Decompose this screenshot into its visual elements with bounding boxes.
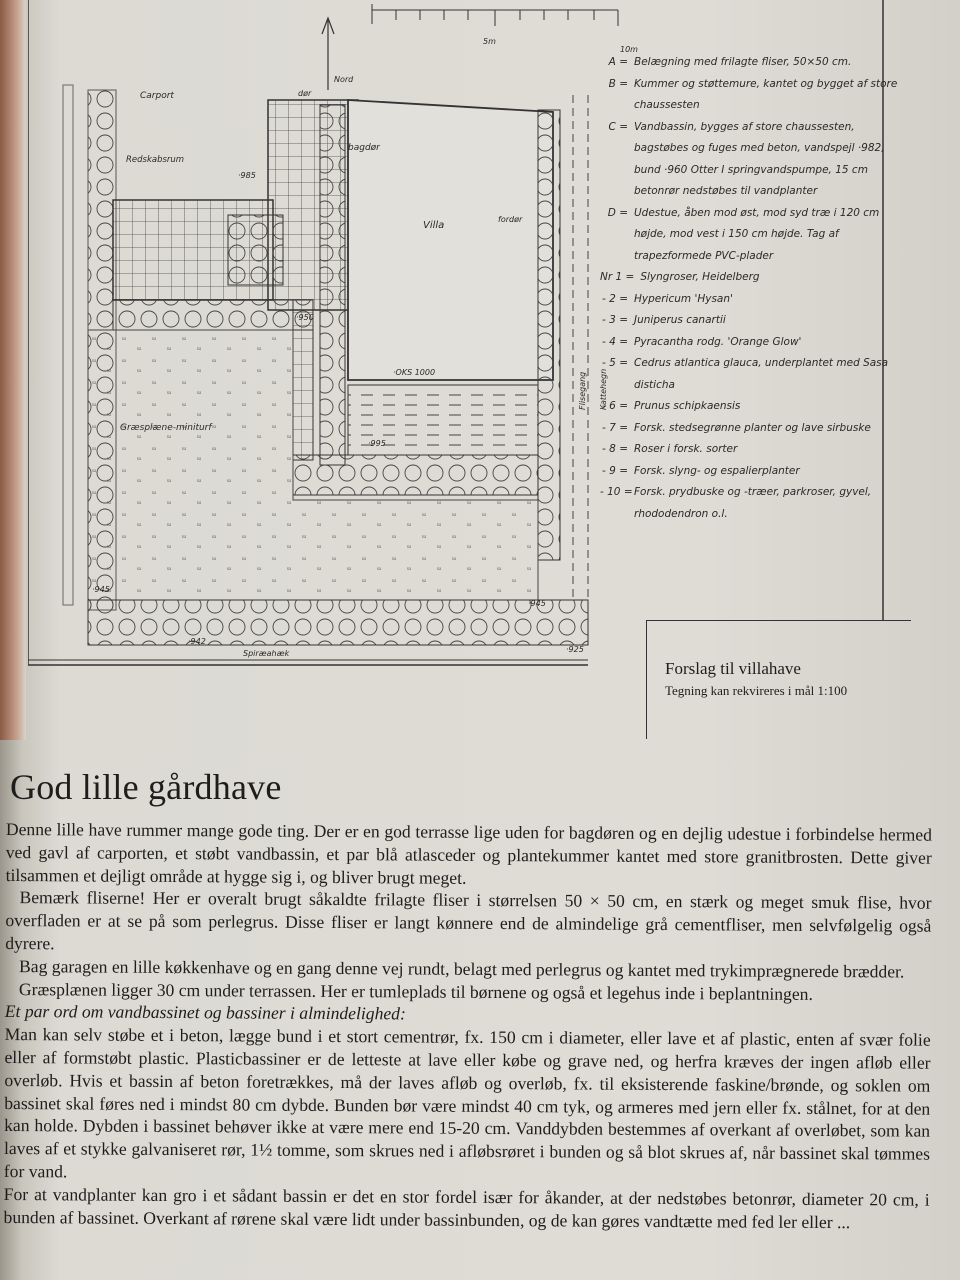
legend-key: - 3 =	[602, 314, 628, 326]
label-hedge: Spiræahæk	[243, 649, 290, 658]
legend-key: B =	[608, 77, 628, 90]
north-arrow-icon	[322, 18, 334, 90]
label-shed: Redskabsrum	[126, 155, 185, 165]
legend-item	[600, 439, 900, 461]
legend-key: A =	[608, 56, 628, 68]
legend-key: Nr 1 =	[600, 271, 635, 283]
legend-item	[600, 203, 900, 268]
caption-title: Forslag til villahave	[665, 659, 801, 678]
legend-item	[600, 267, 900, 289]
legend-item	[600, 52, 900, 74]
paragraph-subheading: Et par ord om vandbassinet og bassiner i almindelighed:	[4, 1001, 406, 1024]
label-path: Flisegang	[578, 371, 587, 410]
legend-text: Juniperus canartii	[634, 314, 726, 326]
paragraph: Man kan selv støbe et i beton, lægge bund i et stort cementrør, fx. 150 cm i diameter, eller lave et af plastic, enten af svær folie eller af formstøbt plastic. Plasticbassiner er de letteste at lave eller købe og grave ned, og herfra kræves der ingen afløb eller overløb. Hvis et bassin af beton foretrækkes, må der laves afløb og overløb, fx. til eksisterende faskine/brønde, og soklen om bassinet skal føres ned i mindst 80 cm dybde. Bunden bør være mindst 40 cm tyk, og armeres med jern eller fx. stålnet, for at den kan holde. Dybden i bassinet behøver ikke at være mere end 15-20 cm. Vanddybden bestemmes af overkant af overløbet, som kan laves af et stykke galvaniseret rør, 1½ tomme, som skrues ned i afløbsrøret i bunden og så blot skrues af, når bassinet skal tømmes for vand.	[3, 1024, 931, 1182]
legend-key: - 2 =	[602, 292, 628, 305]
legend-item	[600, 332, 900, 354]
legend-item	[600, 117, 900, 203]
level-925: ·925	[566, 645, 584, 654]
legend-item	[600, 289, 900, 311]
legend-item	[600, 353, 900, 396]
legend-text: Udestue, åben mod øst, mod syd træ i 120 cm højde, mod vest i 150 cm højde. Tag af trapezformede PVC-plader	[634, 206, 880, 262]
level-945-right: ·945	[528, 599, 546, 608]
legend-text: Roser i forsk. sorter	[634, 443, 738, 455]
article-heading: God lille gårdhave	[10, 767, 282, 807]
legend-text: Pyracantha rodg. 'Orange Glow'	[634, 335, 802, 348]
north-label: Nord	[334, 75, 354, 84]
legend-key: - 6 =	[602, 400, 628, 412]
legend-key: - 9 =	[602, 464, 628, 477]
legend-text: Kummer og støttemure, kantet og bygget af store chaussesten	[634, 77, 898, 111]
plan-caption-box	[646, 620, 911, 739]
legend-key: D =	[607, 206, 628, 219]
legend-item	[600, 396, 900, 418]
label-fence: Kattehegn	[599, 368, 608, 410]
legend-key: C =	[608, 120, 628, 133]
legend-item	[600, 461, 900, 483]
scale-label-5m: 5m	[483, 37, 496, 46]
legend-text: Forsk. stedsegrønne planter og lave sirbuske	[634, 421, 871, 434]
legend-key: - 7 =	[602, 421, 628, 434]
legend-text: Cedrus atlantica glauca, underplantet med Sasa disticha	[634, 357, 889, 391]
article-body	[3, 818, 931, 1234]
level-oks: ·OKS 1000	[393, 368, 436, 377]
legend-text: Vandbassin, bygges af store chaussesten, bagstøbes og fuges med beton, vandspejl ·982, bund ·960 Otter I springvandspumpe, 15 cm betonrør nedstøbes til vandplanter	[634, 120, 885, 197]
legend-text: Hypericum 'Hysan'	[634, 292, 733, 305]
legend-item	[600, 310, 900, 332]
label-door: dør	[298, 89, 312, 98]
legend-text: Belægning med frilagte fliser, 50×50 cm.	[634, 56, 852, 68]
legend-text: Forsk. slyng- og espalierplanter	[634, 464, 800, 477]
legend-item	[600, 74, 900, 117]
legend-item	[600, 482, 900, 525]
legend-key: - 5 =	[602, 357, 628, 369]
legend-text: Forsk. prydbuske og -træer, parkroser, gyvel, rhododendron o.l.	[634, 486, 872, 520]
paragraph: For at vandplanter kan gro i et sådant bassin er det en stor fordel især for åkander, at der nedstøbes betonrør, diameter 20 cm, i bunden af bassinet. Overkant af rørene skal være lidt under bassinbunden, og de kan gøres vandtætte med fed ler eller ...	[3, 1183, 930, 1232]
paragraph: Græsplænen ligger 30 cm under terrassen. Her er tumleplads til børnene og også et legehus inde i beplantningen.	[18, 978, 813, 1004]
label-villa: Villa	[423, 220, 445, 231]
level-995: ·995	[368, 439, 386, 448]
scale-label-10m: 10m	[620, 45, 638, 54]
label-front-door: fordør	[498, 215, 523, 224]
plan-legend	[600, 52, 900, 525]
legend-key: - 4 =	[602, 335, 628, 348]
book-page-edge	[0, 0, 26, 740]
paragraph: Bag garagen en lille køkkenhave og en gang denne vej rundt, belagt med perlegrus og kantet med trykimprægnerede brædder.	[19, 955, 905, 982]
label-back-door: bagdør	[348, 143, 380, 153]
level-942: ·942	[188, 637, 206, 646]
legend-text: Prunus schipkaensis	[634, 400, 741, 412]
level-945-left: ·945	[92, 585, 110, 594]
legend-key: - 10 =	[600, 486, 633, 498]
level-950: ·950	[296, 313, 314, 322]
label-carport: Carport	[140, 91, 174, 101]
legend-text: Slyngroser, Heidelberg	[640, 271, 760, 283]
legend-key: - 8 =	[602, 443, 628, 455]
caption-subtitle: Tegning kan rekvireres i mål 1:100	[665, 683, 848, 698]
legend-item	[600, 418, 900, 440]
paragraph: Denne lille have rummer mange gode ting. Der er en god terrasse lige uden for bagdøren og en dejlig udestue i forbindelse hermed ved gavl af carporten, et støbt vandbassin, et par blå atlasceder og plantekummer kantet med store granitbrosten. Dette giver tilsammen et dejligt område at hygge sig i, og bliver brugt meget.	[5, 819, 932, 888]
scale-bar	[372, 4, 618, 26]
paragraph: Bemærk fliserne! Her er overalt brugt såkaldte frilagte fliser i størrelsen 50 × 50 cm, en stærk og meget smuk flise, hvor overfladen er at se på som perlegrus. Disse fliser er langt kønnere end de almindelige grå cementfliser, men selvfølgelig også dyrere.	[5, 887, 932, 954]
level-985: ·985	[238, 171, 256, 180]
label-lawn: Græsplæne-miniturf	[120, 423, 212, 433]
